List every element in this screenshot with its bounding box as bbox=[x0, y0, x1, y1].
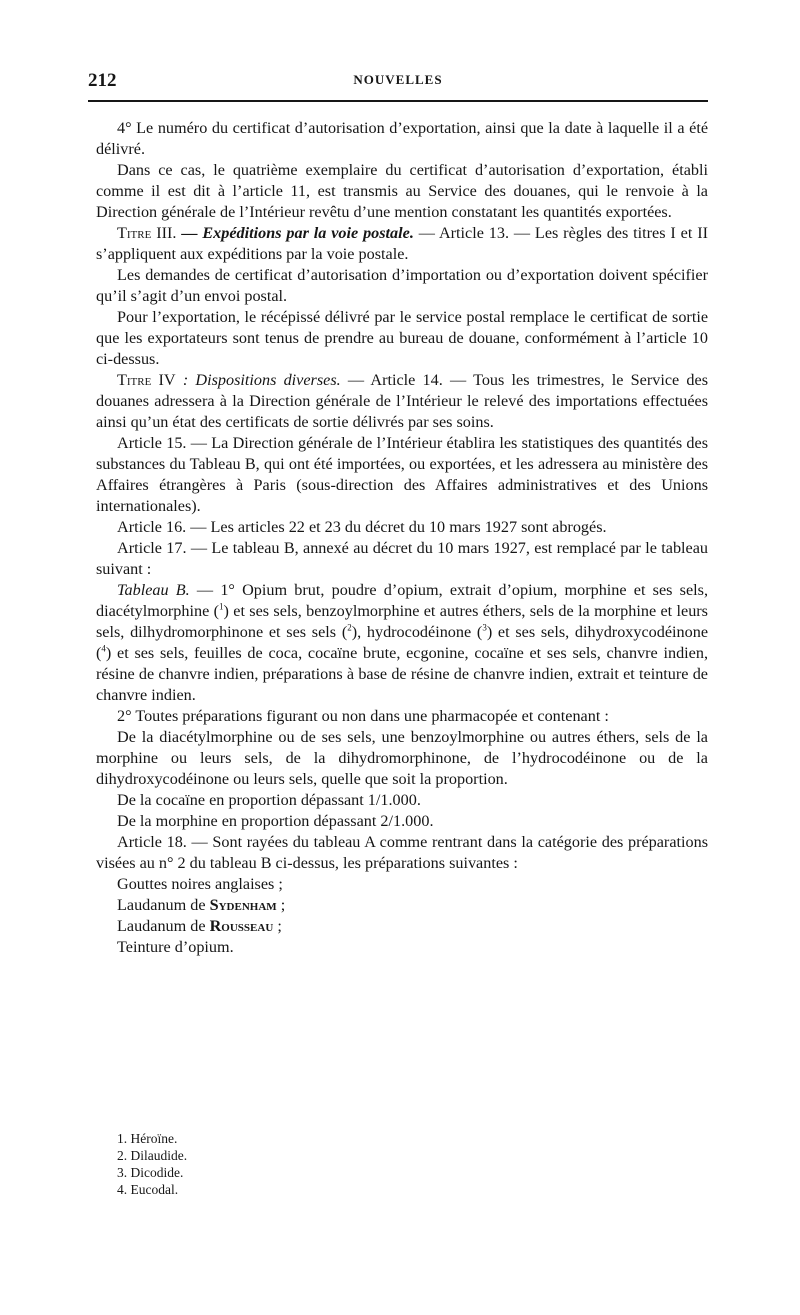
footnote-ref: 1 bbox=[219, 601, 224, 612]
footnote-ref: 4 bbox=[101, 643, 106, 654]
paragraph-diacetylmorphine: De la diacétylmorphine ou de ses sels, une benzoylmorphine ou autres éthers, sels de la morphine ou leurs sels, de la dihydromorphinone, de l’hydrocodéinone ou de la dihydroxycodéinone ou leurs sels, quelle que soit la proportion. bbox=[96, 728, 708, 788]
list-item-text: ; bbox=[273, 917, 282, 935]
titre-text: — Article 13. — Les règles des titres I et II s’appliquent aux expéditions par la voie postale. bbox=[96, 224, 709, 263]
footnote-ref: 2 bbox=[347, 622, 352, 633]
paragraph-article-18: Article 18. — Sont rayées du tableau A comme rentrant dans la catégorie des préparations visées au n° 2 du tableau B ci-dessus, les préparations suivantes : bbox=[96, 833, 708, 872]
tableau-text: ) et ses sels, dihydroxycodéinone ( bbox=[96, 623, 708, 662]
author-name: Rousseau bbox=[209, 917, 274, 935]
paragraph-postal-export: Pour l’exportation, le récépissé délivré par le service postal remplace le certificat de sortie que les exportateurs sont tenus de prendre au bureau de douane, conformément à l’article 10 ci-dessus. bbox=[96, 308, 708, 368]
paragraph-postal-requests: Les demandes de certificat d’autorisation d’importation ou d’exportation doivent spécifier qu’il s’agit d’un envoi postal. bbox=[96, 266, 708, 305]
paragraph-article-16: Article 16. — Les articles 22 et 23 du décret du 10 mars 1927 sont abrogés. bbox=[117, 518, 607, 536]
paragraph-export-copy: Dans ce cas, le quatrième exemplaire du certificat d’autorisation d’exportation, établi comme il est dit à l’article 11, est transmis au Service des douanes, qui le renvoie à la Direction générale de l’Intérieur revêtu d’une mention constatant les quantités exportées. bbox=[96, 161, 708, 221]
paragraph-article-15: Article 15. — La Direction générale de l’Intérieur établira les statistiques des quantités des substances du Tableau B, qui ont été importées, ou exportées, et les adressera au ministère des Affaires étrangères à Paris (sous-direction des Affaires administratives et des Unions internationales). bbox=[96, 434, 708, 515]
footnotes bbox=[117, 1130, 517, 1198]
footnote: 4. Eucodal. bbox=[117, 1182, 179, 1197]
tableau-text: ) et ses sels, feuilles de coca, cocaïne brute, ecgonine, cocaïne et ses sels, chanvre indien, résine de chanvre indien, préparations à base de résine de chanvre indien, extrait et teinture de chanvre indien. bbox=[96, 644, 708, 704]
list-item bbox=[117, 895, 708, 916]
list-item-text: Laudanum de bbox=[117, 896, 210, 914]
tableau-text: ) et ses sels, benzoylmorphine et autres éthers, sels de la morphine et leurs sels, dilhydromorphinone et ses sels ( bbox=[96, 602, 708, 641]
footnote: 2. Dilaudide. bbox=[117, 1148, 188, 1163]
titre-label: Titre III. bbox=[117, 224, 177, 242]
footnote: 1. Héroïne. bbox=[117, 1131, 178, 1146]
paragraph-cocaine: De la cocaïne en proportion dépassant 1/1.000. bbox=[117, 791, 421, 809]
list-item-text: ; bbox=[276, 896, 286, 914]
paragraph-article-17: Article 17. — Le tableau B, annexé au décret du 10 mars 1927, est remplacé par le tableau suivant : bbox=[96, 539, 708, 578]
titre-text: — Article 14. — Tous les trimestres, le Service des douanes adressera à la Direction générale de l’Intérieur le relevé des importations effectuées ainsi qu’un état des certificats de sortie délivrés par ses soins. bbox=[96, 371, 708, 431]
preparations-list bbox=[96, 874, 708, 958]
footnote: 3. Dicodide. bbox=[117, 1165, 184, 1180]
paragraph-titre-4 bbox=[96, 370, 708, 433]
paragraph-titre-3 bbox=[96, 223, 708, 265]
list-item: Teinture d’opium. bbox=[117, 938, 234, 956]
paragraph-item-4: 4° Le numéro du certificat d’autorisation d’exportation, ainsi que la date à laquelle il a été délivré. bbox=[96, 119, 708, 158]
footnote-ref: 3 bbox=[482, 622, 487, 633]
page-header bbox=[88, 70, 708, 102]
tableau-label: Tableau B. bbox=[117, 581, 190, 599]
author-name: Sydenham bbox=[209, 896, 277, 914]
paragraph-tableau-b bbox=[96, 580, 708, 706]
tableau-text: ), hydrocodéinone ( bbox=[351, 623, 483, 641]
list-item-text: Laudanum de bbox=[117, 917, 210, 935]
running-title: NOUVELLES bbox=[353, 72, 443, 87]
list-item: Gouttes noires anglaises ; bbox=[117, 875, 283, 893]
list-item bbox=[117, 916, 708, 937]
titre-label: Titre IV bbox=[117, 371, 176, 389]
paragraph-morphine: De la morphine en proportion dépassant 2/1.000. bbox=[117, 812, 434, 830]
titre-heading: : Dispositions diverses. bbox=[175, 371, 341, 389]
titre-heading: — Expéditions par la voie postale. bbox=[181, 224, 414, 242]
page-number: 212 bbox=[88, 70, 117, 91]
paragraph-preparations: 2° Toutes préparations figurant ou non dans une pharmacopée et contenant : bbox=[117, 707, 609, 725]
body-text bbox=[96, 118, 708, 958]
tableau-text: — 1° Opium brut, poudre d’opium, extrait d’opium, morphine et ses sels, diacétylmorphine ( bbox=[96, 581, 708, 620]
